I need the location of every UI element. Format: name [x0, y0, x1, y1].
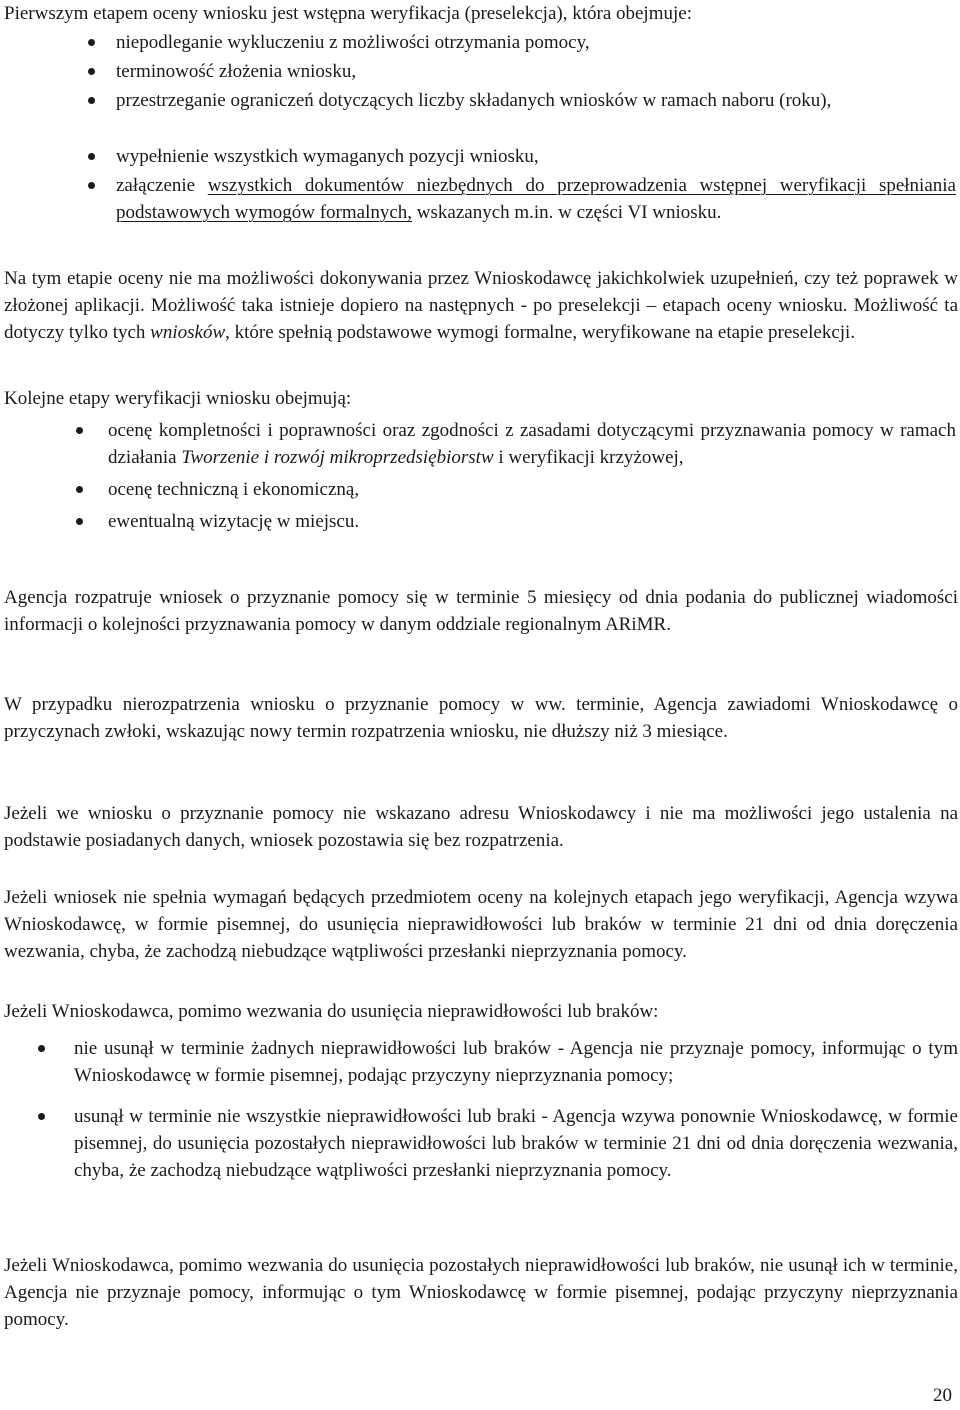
next-stages-intro: Kolejne etapy weryfikacji wniosku obejmują:: [4, 388, 352, 409]
list-item: terminowość złożenia wniosku,: [116, 58, 956, 87]
bullet-icon: [76, 486, 83, 493]
list-item: ocenę kompletności i poprawności oraz zgodności z zasadami dotyczącymi przyznawania pomocy w ramach działania Tworzenie i rozwój mikroprzedsiębiorstw i weryfikacji krzyżowej,: [108, 417, 956, 471]
no-corrections-paragraph: Na tym etapie oceny nie ma możliwości dokonywania przez Wnioskodawcę jakichkolwiek uzupełnień, czy też poprawek w złożonej aplikacji. Możliwość taka istnieje dopiero na następnych - po preselekcji – etapach oceny wniosku. Możliwość ta dotyczy tylko tych wniosków, które spełnią podstawowe wymogi formalne, weryfikowane na etapie preselekcji.: [4, 268, 958, 343]
bullet-icon: [76, 518, 83, 525]
bullet-icon: [88, 68, 95, 75]
list-item: wypełnienie wszystkich wymaganych pozycji wniosku,: [116, 143, 956, 172]
page-number: 20: [933, 1385, 952, 1406]
list-item: usunął w terminie nie wszystkie nieprawidłowości lub braki - Agencja wzywa ponownie Wnioskodawcę, w formie pisemnej, do usunięcia pozostałych nieprawidłowości lub braków w terminie 21 dni od dnia doręczenia wezwania, chyba, że zachodzą niebudzące wątpliwości przesłanki nieprzyznania pomocy.: [74, 1103, 958, 1184]
intro-paragraph: Pierwszym etapem oceny wniosku jest wstępna weryfikacja (preselekcja), która obejmuje:: [4, 3, 692, 24]
bullet-icon: [38, 1113, 45, 1120]
list-item: przestrzeganie ograniczeń dotyczących liczby składanych wniosków w ramach naboru (roku),: [116, 87, 956, 143]
bullet-icon: [88, 97, 95, 104]
bullet-icon: [88, 39, 95, 46]
bullet-icon: [38, 1045, 45, 1052]
list-item: ocenę techniczną i ekonomiczną,: [108, 476, 956, 503]
review-term-paragraph: Agencja rozpatruje wniosek o przyznanie pomocy się w terminie 5 miesięcy od dnia podania do publicznej wiadomości informacji o kolejności przyznawania pomocy w danym oddziale regionalnym ARiMR.: [4, 587, 958, 635]
list-item: niepodleganie wykluczeniu z możliwości otrzymania pomocy,: [116, 29, 956, 58]
failure-to-correct-intro: Jeżeli Wnioskodawca, pomimo wezwania do usunięcia nieprawidłowości lub braków:: [4, 1001, 659, 1022]
list-item: załączenie wszystkich dokumentów niezbędnych do przeprowadzenia wstępnej weryfikacji spełniania podstawowych wymogów formalnych, wskazanych m.in. w części VI wniosku.: [116, 172, 956, 226]
verification-stages-list: [108, 417, 956, 535]
final-refusal-paragraph: Jeżeli Wnioskodawca, pomimo wezwania do usunięcia pozostałych nieprawidłowości lub braków, nie usunął ich w terminie, Agencja nie przyznaje pomocy, informując o tym Wnioskodawcę w formie pisemnej, podając przyczyny nieprzyznania pomocy.: [4, 1255, 958, 1330]
deficiency-call-paragraph: Jeżeli wniosek nie spełnia wymagań będących przedmiotem oceny na kolejnych etapach jego weryfikacji, Agencja wzywa Wnioskodawcę, w formie pisemnej, do usunięcia nieprawidłowości lub braków w terminie 21 dni od dnia doręczenia wezwania, chyba, że zachodzą niebudzące wątpliwości przesłanki nieprzyznania pomocy.: [4, 887, 958, 962]
bullet-icon: [76, 427, 83, 434]
missing-address-paragraph: Jeżeli we wniosku o przyznanie pomocy nie wskazano adresu Wnioskodawcy i nie ma możliwości jego ustalenia na podstawie posiadanych danych, wniosek pozostawia się bez rozpatrzenia.: [4, 803, 958, 851]
list-item: nie usunął w terminie żadnych nieprawidłowości lub braków - Agencja nie przyznaje pomocy, informując o tym Wnioskodawcę w formie pisemnej, podając przyczyny nieprzyznania pomocy;: [74, 1035, 958, 1089]
delay-notice-paragraph: W przypadku nierozpatrzenia wniosku o przyznanie pomocy w ww. terminie, Agencja zawiadomi Wnioskodawcę o przyczynach zwłoki, wskazując nowy termin rozpatrzenia wniosku, nie dłuższy niż 3 miesiące.: [4, 694, 958, 742]
preselection-list: [116, 29, 956, 226]
bullet-icon: [88, 153, 95, 160]
bullet-icon: [88, 182, 95, 189]
list-item: ewentualną wizytację w miejscu.: [108, 508, 956, 535]
failure-outcomes-list: [74, 1035, 958, 1184]
